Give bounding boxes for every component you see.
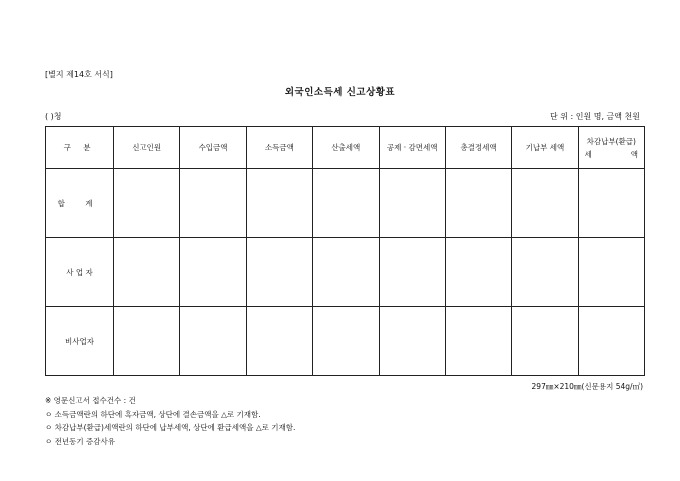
- header-calculated-tax: 산출세액: [313, 127, 379, 169]
- row-label-total: 합 계: [46, 169, 114, 238]
- table-cell[interactable]: [379, 238, 445, 307]
- table-cell[interactable]: [379, 307, 445, 376]
- table-cell[interactable]: [114, 307, 180, 376]
- table-cell[interactable]: [246, 238, 312, 307]
- table-cell[interactable]: [445, 238, 511, 307]
- header-category: 구 분: [46, 127, 114, 169]
- header-total-tax: 총결정세액: [445, 127, 511, 169]
- table-cell[interactable]: [180, 307, 246, 376]
- table-row-non-business: [46, 307, 645, 376]
- table-cell[interactable]: [578, 238, 644, 307]
- form-number-label: [별지 제14호 서식]: [45, 70, 113, 79]
- table-cell[interactable]: [512, 169, 578, 238]
- office-field: ( )청: [45, 112, 62, 121]
- note-income-amount: ㅇ 소득금액란의 하단에 흑자금액, 상단에 결손금액을 △로 기재함.: [45, 409, 261, 419]
- report-table: [45, 126, 645, 376]
- note-net-payable: ㅇ 차감납부(환급)세액란의 하단에 납부세액, 상단에 환급세액을 △로 기재함.: [45, 423, 296, 432]
- paper-spec: 297㎜×210㎜(신문용지 54g/㎡): [531, 382, 643, 391]
- header-filers: 신고인원: [114, 127, 180, 169]
- table-cell[interactable]: [180, 238, 246, 307]
- table-row-business: [46, 238, 645, 307]
- table-cell[interactable]: [445, 307, 511, 376]
- header-revenue: 수입금액: [180, 127, 246, 169]
- table-cell[interactable]: [512, 307, 578, 376]
- units-label: 단 위 : 인원 명, 금액 천원: [549, 112, 640, 121]
- table-cell[interactable]: [379, 169, 445, 238]
- table-cell[interactable]: [313, 238, 379, 307]
- row-label-business: 사 업 자: [46, 238, 114, 307]
- table-cell[interactable]: [512, 238, 578, 307]
- table-cell[interactable]: [578, 307, 644, 376]
- table-row-total: [46, 169, 645, 238]
- table-cell[interactable]: [445, 169, 511, 238]
- notes-section: [45, 394, 295, 448]
- header-net-payable-line1: 차감납부(환급): [586, 136, 636, 146]
- header-net-payable-line2: 세 액: [584, 149, 638, 159]
- table-cell[interactable]: [246, 307, 312, 376]
- table-cell[interactable]: [246, 169, 312, 238]
- header-deduction: 공제 · 감면세액: [379, 127, 445, 169]
- row-label-non-business: 비사업자: [46, 307, 114, 376]
- table-cell[interactable]: [578, 169, 644, 238]
- header-income: 소득금액: [246, 127, 312, 169]
- document-title: 외국인소득세 신고상황표: [284, 87, 396, 98]
- table-cell[interactable]: [114, 238, 180, 307]
- table-cell[interactable]: [313, 307, 379, 376]
- table-cell[interactable]: [313, 169, 379, 238]
- header-prepaid-tax: 기납부 세액: [512, 127, 578, 169]
- table-cell[interactable]: [180, 169, 246, 238]
- table-header-row: [46, 127, 645, 169]
- note-english-filings: ※ 영문신고서 접수건수 : 건: [45, 396, 136, 405]
- table-cell[interactable]: [114, 169, 180, 238]
- note-yoy-change: ㅇ 전년동기 증감사유: [45, 436, 115, 446]
- header-net-payable: [578, 127, 644, 169]
